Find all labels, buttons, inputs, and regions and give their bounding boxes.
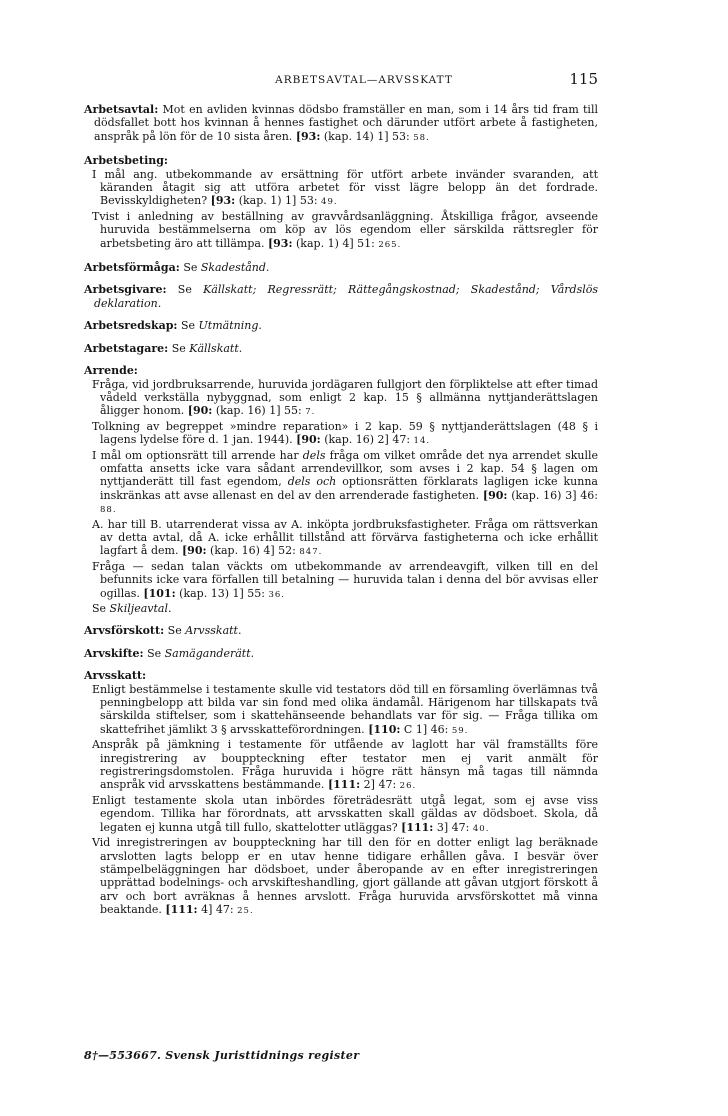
register-content xyxy=(84,103,598,928)
case-paragraph: Fråga — sedan talan väckts om utbekommande av arrendeavgift, vilken till en del befunnits icke vara förfallen till betalning — huruvida talan i denna del bör avvisas eller ogillas. [101: (kap. 13) 1] 55: 36. xyxy=(92,559,598,600)
entry-head: Arrende: xyxy=(84,364,138,378)
case-paragraph: Tolkning av begreppet »mindre reparation» i 2 kap. 59 § nyttjanderättslagen (48 § i lagens lydelse före d. 1 jan. 1944). [90: (kap. 16) 2] 47: 14. xyxy=(92,419,598,447)
entry-head: Arbetsförmåga: xyxy=(84,261,180,275)
case-paragraph: Tvist i anledning av beställning av gravvårdsanläggning. Åtskilliga frågor, avseende huruvida bestämmelserna om köp av lös egendom eller särskilda rättsregler för arbetsbeting äro att tillämpa. [93: (kap. 1) 4] 51: 265. xyxy=(92,209,598,250)
entry-arvsskatt xyxy=(84,669,598,918)
running-head: ARBETSAVTAL—ARVSSKATT xyxy=(275,74,453,86)
case-paragraph: Anspråk på jämkning i testamente för utfående av laglott har väl framställts före inregistrering av bouppteckning efter testator men ej varit anmält för registreringsdomstolen. Fråga huruvida i högre rätt hänsyn må tagas till nämnda anspråk vid arvsskattens bestämmande. [111: 2] 47: 26. xyxy=(92,738,598,792)
entry-arbetsgivare xyxy=(84,283,598,310)
entry-head: Arvskifte: xyxy=(84,646,144,660)
entry-text: Arbetsavtal: Mot en avliden kvinnas dödsbo framställer en man, som i 14 års tid fram till dödsfallet bott hos kvinnan å hennes fastighet och därunder utfört arbete å fastigheten, anspråk på lön för de 10 sista åren. [93: (kap. 14) 1] 53: 58. xyxy=(84,103,598,143)
cross-reference: Arvskifte: Se Samäganderätt. xyxy=(84,646,255,660)
entry-head: Arbetsavtal: xyxy=(84,103,159,116)
cross-reference: Arbetstagare: Se Källskatt. xyxy=(84,341,243,355)
cross-reference: Arbetsförmåga: Se Skadestånd. xyxy=(84,261,270,275)
case-paragraph: Fråga, vid jordbruksarrende, huruvida jordägaren fullgjort den förpliktelse att efter timad vådeld verkställa nybyggnad, som enligt 2 kap. 15 § allmänna nyttjanderättslagen åligger honom. [90: (kap. 16) 1] 55: 7. xyxy=(92,377,598,418)
page-footer: 8†—553667. Svensk Juristtidnings register xyxy=(84,1049,360,1062)
entry-head: Arbetsgivare: xyxy=(84,283,167,297)
page-number: 115 xyxy=(569,70,598,88)
entry-head: Arbetstagare: xyxy=(84,341,169,355)
entry-arvsforskott xyxy=(84,624,598,637)
entry-arbetsbeting xyxy=(84,154,598,252)
case-paragraph: A. har till B. utarrenderat vissa av A. inköpta jordbruksfastigheter. Fråga om rättsverkan av detta avtal, då A. icke erhållit tillstånd att förvärva fastigheterna och icke erhållit lagfart å dem. [90: (kap. 16) 4] 52: 847. xyxy=(92,517,598,558)
entry-head: Arvsskatt: xyxy=(84,669,147,683)
entry-arbetsavtal xyxy=(84,103,598,145)
cross-reference: Se Skiljeavtal. xyxy=(92,602,172,615)
case-paragraph: Vid inregistreringen av bouppteckning har till den för en dotter enligt lag beräknade arvslotten lagts belopp er en utav henne tidigare erhållen gåva. I besvär över stämpelbeläggningen har dödsboet, under åberopande av en efter inregistreringen upprättad bodelnings- och arvskifteshandling, gjort gällande att gåvan utgjort förskott å arv och bort avräknas å hennes arvslott. Fråga huruvida arvsförskottet må vinna beaktande. [111: 4] 47: 25. xyxy=(92,836,598,917)
cross-reference: Arvsförskott: Se Arvsskatt. xyxy=(84,624,242,638)
entry-arbetsredskap xyxy=(84,319,598,332)
entry-arbetstagare xyxy=(84,342,598,355)
case-paragraph: Enligt bestämmelse i testamente skulle vid testators död till en församling överlämnas två penningbelopp att bilda var sin fond med olika ändamål. Härigenom har tillskapats två särskilda stiftelser, som i skattehänseende behandlats var för sig. — Fråga tillika om skattefrihet jämlikt 3 § arvsskatteförordningen. [110: C 1] 46: 59. xyxy=(92,682,598,736)
entry-head: Arbetsbeting: xyxy=(84,154,168,168)
entry-arbetsformaga xyxy=(84,261,598,274)
case-paragraph: I mål ang. utbekommande av ersättning för utfört arbete invänder svaranden, att käranden åtagit sig att utföra arbetet för visst lägre belopp än det fordrade. Bevisskyldigheten? [93: (kap. 1) 1] 53: 49. xyxy=(92,167,598,208)
entry-arvskifte xyxy=(84,647,598,660)
entry-arrende xyxy=(84,364,598,615)
case-paragraph: I mål om optionsrätt till arrende har dels fråga om vilket område det nya arrendet skulle omfatta ansetts icke vara sådant arrendevillkor, som avses i 2 kap. 54 § lagen om nyttjanderätt till fast egendom, dels och optionsrätten förklarats lagligen icke kunna inskränkas att avse allenast en del av den arrenderade fastigheten. [90: (kap. 16) 3] 46: 88. xyxy=(92,448,599,516)
entry-head: Arvsförskott: xyxy=(84,624,165,638)
cross-reference: Arbetsredskap: Se Utmätning. xyxy=(84,319,262,333)
case-paragraph: Enligt testamente skola utan inbördes företrädesrätt utgå legat, som ej avse viss egendom. Tillika har förordnats, att arvsskatten skall gäldas av dödsboet. Skola, då legaten ej kunna utgå till fullo, skattelotter utläggas? [111: 3] 47: 40. xyxy=(92,793,598,834)
entry-head: Arbetsredskap: xyxy=(84,319,178,333)
cross-reference: Arbetsgivare: Se Källskatt; Regressrätt; Rättegångskostnad; Skadestånd; Vårdslös deklaration. xyxy=(84,283,599,310)
